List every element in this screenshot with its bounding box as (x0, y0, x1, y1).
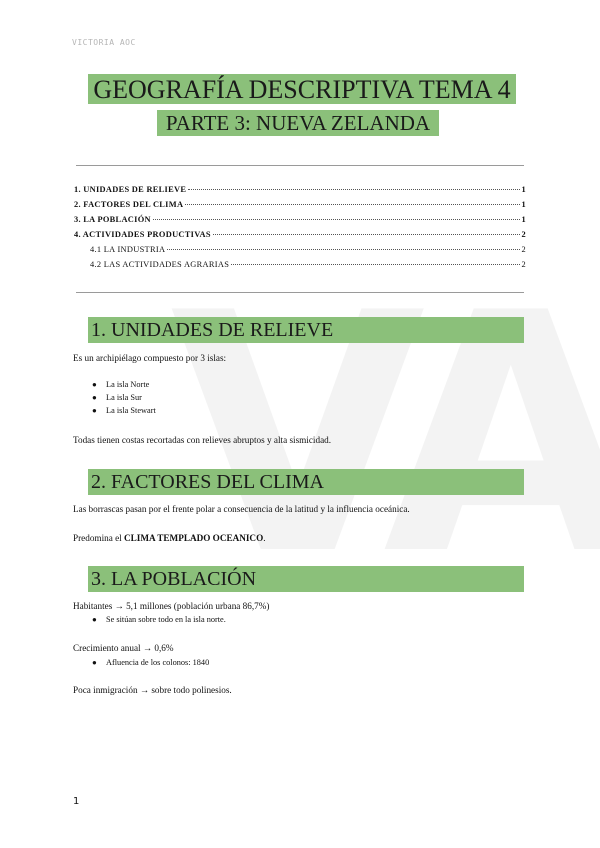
poblacion-habitantes: Habitantes → 5,1 millones (población urbana 86,7%) (73, 601, 270, 611)
table-of-contents (74, 185, 526, 275)
bullet-icon: ● (92, 393, 97, 402)
islands-list (92, 378, 156, 417)
document-title: GEOGRAFÍA DESCRIPTIVA TEMA 4 (88, 74, 516, 104)
toc-entry-actividades[interactable] (74, 230, 526, 245)
toc-entry-label: 4.2 LAS ACTIVIDADES AGRARIAS (90, 260, 230, 269)
section-heading-clima: 2. FACTORES DEL CLIMA (88, 469, 524, 495)
author-watermark: VICTORIA AOC (72, 38, 136, 47)
list-item (92, 378, 156, 391)
toc-leader-dots (213, 234, 520, 235)
toc-leader-dots (185, 204, 519, 205)
toc-entry-page: 1 (521, 200, 526, 209)
toc-entry-label: 1. UNIDADES DE RELIEVE (74, 185, 187, 194)
toc-leader-dots (153, 219, 520, 220)
list-item (92, 656, 209, 669)
list-item (92, 404, 156, 417)
toc-entry-label: 2. FACTORES DEL CLIMA (74, 200, 184, 209)
list-item-text: Afluencia de los colonos: 1840 (106, 658, 210, 667)
clima-text-suffix: . (263, 533, 266, 543)
poblacion-inmigracion: Poca inmigración → sobre todo polinesios. (73, 685, 232, 695)
list-item (92, 613, 226, 626)
clima-text-1: Las borrascas pasan por el frente polar a consecuencia de la latitud y la influencia oceánica. (73, 504, 410, 514)
list-item-text: La isla Sur (106, 393, 142, 402)
toc-leader-dots (231, 264, 519, 265)
toc-entry-label: 4.1 LA INDUSTRIA (90, 245, 166, 254)
document-subtitle: PARTE 3: NUEVA ZELANDA (157, 110, 439, 136)
toc-entry-page: 1 (521, 215, 526, 224)
list-item-text: La isla Stewart (106, 406, 156, 415)
clima-text-2 (73, 533, 266, 543)
toc-entry-page: 2 (521, 245, 526, 254)
toc-entry-label: 4. ACTIVIDADES PRODUCTIVAS (74, 230, 211, 239)
toc-entry-agrarias[interactable] (74, 260, 526, 275)
list-item-text: La isla Norte (106, 380, 150, 389)
divider-bottom (76, 292, 524, 293)
bullet-icon: ● (92, 406, 97, 415)
clima-text-prefix: Predomina el (73, 533, 125, 543)
toc-leader-dots (188, 189, 519, 190)
toc-leader-dots (167, 249, 519, 250)
section-heading-poblacion: 3. LA POBLACIÓN (88, 566, 524, 592)
list-item (92, 391, 156, 404)
poblacion-crecimiento: Crecimiento anual → 0,6% (73, 643, 174, 653)
relieve-intro: Es un archipiélago compuesto por 3 islas: (73, 353, 227, 363)
relieve-closing: Todas tienen costas recortadas con relieves abruptos y alta sismicidad. (73, 435, 332, 445)
page-number: 1 (73, 796, 80, 807)
toc-entry-page: 2 (521, 260, 526, 269)
section-heading-relieve: 1. UNIDADES DE RELIEVE (88, 317, 524, 343)
crecimiento-list (92, 656, 209, 669)
toc-entry-page: 2 (521, 230, 526, 239)
bullet-icon: ● (92, 658, 97, 667)
toc-entry-poblacion[interactable] (74, 215, 526, 230)
divider-top (76, 165, 524, 166)
habitantes-list (92, 613, 226, 626)
toc-entry-label: 3. LA POBLACIÓN (74, 215, 151, 224)
toc-entry-relieve[interactable] (74, 185, 526, 200)
clima-type-highlight: CLIMA TEMPLADO OCEANICO (124, 533, 264, 543)
bullet-icon: ● (92, 615, 97, 624)
toc-entry-clima[interactable] (74, 200, 526, 215)
toc-entry-industria[interactable] (74, 245, 526, 260)
bullet-icon: ● (92, 380, 97, 389)
toc-entry-page: 1 (521, 185, 526, 194)
list-item-text: Se sitúan sobre todo en la isla norte. (106, 615, 226, 624)
